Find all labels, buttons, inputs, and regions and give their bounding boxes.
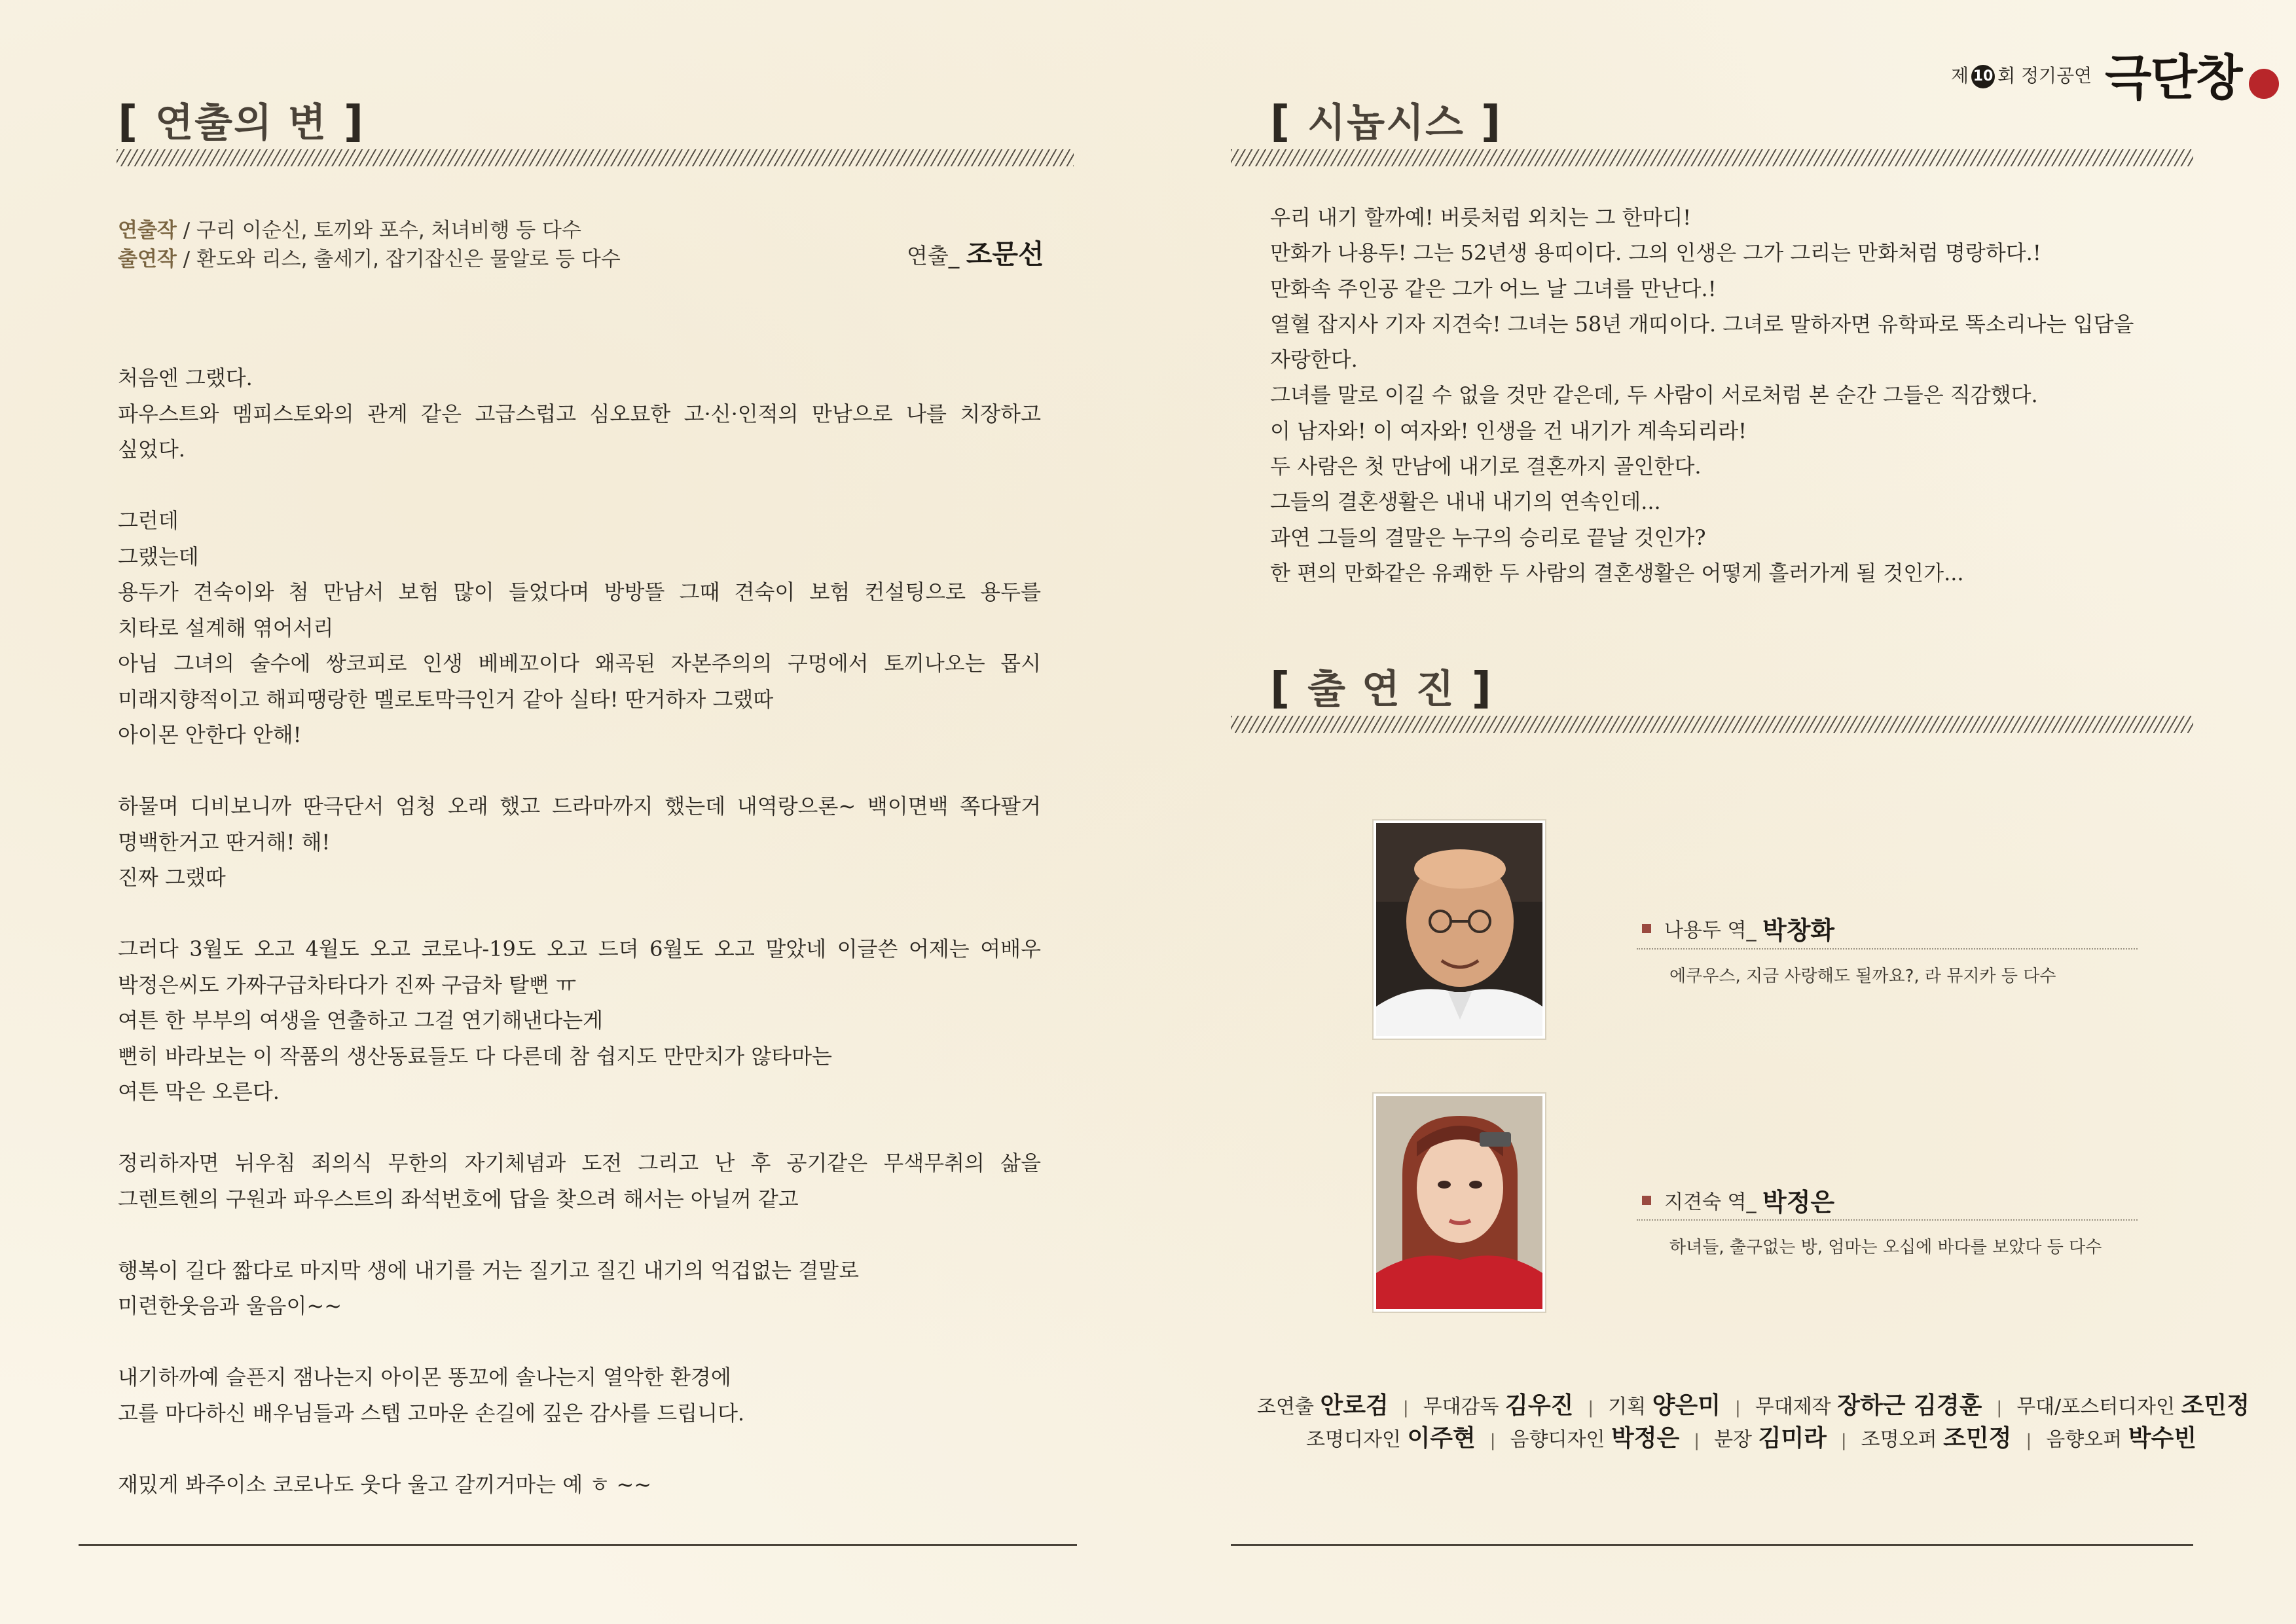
- staff-separator: |: [1402, 1398, 1409, 1418]
- staff-name: 박수빈: [2128, 1425, 2197, 1452]
- staff-separator: |: [1588, 1398, 1594, 1418]
- note-line: 행복이 길다 짧다로 마지막 생에 내기를 거는 질기고 질긴 내기의 억겁없는 결말로: [118, 1257, 859, 1283]
- section-title-directors-note: [ 연출의 변 ]: [118, 96, 365, 147]
- act-works: / 환도와 리스, 출세기, 잡기잡신은 물알로 등 다수: [176, 248, 621, 271]
- note-line: 파우스트와 멤피스토와의 관계 같은 고급스럽고 심오묘한 고·신·인적의 만남으로 나를 치장하고: [118, 401, 1041, 426]
- staff-name: 김우진: [1505, 1392, 1574, 1419]
- note-line: 진짜 그랬따: [118, 865, 226, 890]
- synopsis-title: 시놉시스: [1307, 100, 1465, 146]
- note-line: 뻔히 바라보는 이 작품의 생산동료들도 다 다른데 참 쉽지도 만만치가 않타마는: [118, 1043, 832, 1069]
- note-line: 재밌게 봐주이소 코로나도 웃다 울고 갈끼거마는 예 ㅎ ~~: [118, 1471, 652, 1497]
- staff-role: 기획: [1608, 1395, 1652, 1418]
- bullet-icon: [1642, 1196, 1651, 1205]
- note-paragraph: [118, 1145, 1041, 1217]
- note-paragraph: [118, 360, 1041, 468]
- issue-label: 제 10 회 정기공연: [1951, 62, 2092, 88]
- synopsis-line: 두 사람은 첫 만남에 내기로 결혼까지 골인한다.: [1270, 454, 1702, 479]
- staff-name: 조민정: [1943, 1425, 2012, 1452]
- synopsis-line: 한 편의 만화같은 유쾌한 두 사람의 결혼생활은 어떻게 흘러가게 될 것인가...: [1270, 560, 1964, 585]
- note-line: 아이몬 안한다 안해!: [118, 722, 302, 747]
- cast-role: 나용두 역_: [1664, 919, 1762, 942]
- synopsis-line: 자랑한다.: [1270, 347, 1358, 373]
- note-line: 용두가 견숙이와 첨 만남서 보험 많이 들었다며 방방뜰 그때 견숙이 보험 컨설팅으로 용두를: [118, 580, 1041, 604]
- note-line: 박정은씨도 가짜구급차타다가 진짜 구급차 탈뻔 ㅠ: [118, 972, 577, 997]
- cast-item-2: [1642, 1182, 1834, 1218]
- staff-role: 음향디자인: [1510, 1428, 1611, 1451]
- cast-actor: 박정은: [1762, 1188, 1835, 1217]
- synopsis-body: [1270, 200, 2134, 591]
- note-line: 미련한웃음과 울음이~~: [118, 1293, 342, 1318]
- cast-dotted-rule: [1637, 948, 2138, 950]
- director-credits: [118, 216, 621, 274]
- note-line: 그런데: [118, 508, 179, 533]
- note-paragraph: [118, 931, 1041, 1110]
- synopsis-line: 만화속 주인공 같은 그가 어느 날 그녀를 만난다.!: [1270, 276, 1717, 301]
- section-title-synopsis: [ 시놉시스 ]: [1270, 96, 1503, 147]
- issue-number: 10: [1971, 65, 1995, 88]
- portrait-woman-icon: [1376, 1096, 1542, 1309]
- staff-separator: |: [1996, 1398, 2003, 1418]
- staff-separator: |: [1489, 1431, 1496, 1450]
- synopsis-line: 우리 내기 할까예! 버릇처럼 외치는 그 한마디!: [1270, 205, 1692, 230]
- cast-role: 지견숙 역_: [1664, 1190, 1762, 1214]
- bullet-icon: [1642, 924, 1651, 933]
- note-paragraph: [118, 788, 1041, 896]
- synopsis-line: 과연 그들의 결말은 누구의 승리로 끝날 것인가?: [1270, 525, 1706, 550]
- staff-role: 무대감독: [1423, 1395, 1506, 1418]
- staff-role: 음향오퍼: [2046, 1428, 2128, 1451]
- staff-row-2: [1306, 1420, 2196, 1453]
- cast-works: 에쿠우스, 지금 사랑해도 될까요?, 라 뮤지카 등 다수: [1669, 967, 2056, 986]
- staff-separator: |: [1840, 1431, 1847, 1450]
- note-paragraph: [118, 1467, 1041, 1503]
- portrait-man-icon: [1376, 823, 1542, 1036]
- note-line: 미래지향적이고 해피땡랑한 멜로토막극인거 같아 실타! 딴거하자 그랬따: [118, 686, 774, 712]
- staff-name: 이주현: [1407, 1425, 1476, 1452]
- note-line: 고를 마다하신 배우님들과 스텝 고마운 손길에 깊은 감사를 드립니다.: [118, 1400, 745, 1426]
- act-label: 출연작: [118, 248, 177, 271]
- staff-name: 조민정: [2181, 1392, 2250, 1419]
- note-line: 하물며 디비보니까 딴극단서 엄청 오래 했고 드라마까지 했는데 내역랑으론~ 백이면백 쪽다팔거: [118, 794, 1041, 819]
- staff-row-1: [1257, 1387, 2250, 1420]
- note-line: 싶었다.: [118, 437, 185, 462]
- synopsis-line: 그들의 결혼생활은 내내 내기의 연속인데...: [1270, 489, 1661, 515]
- cast-item-1: [1642, 910, 1834, 946]
- actor-photo-park-jeongeun: [1374, 1094, 1545, 1312]
- note-line: 여튼 막은 오른다.: [118, 1079, 280, 1104]
- cast-works: 하녀들, 출구없는 방, 엄마는 오십에 바다를 보았다 등 다수: [1669, 1238, 2102, 1257]
- troupe-logo: 극단창: [2105, 50, 2242, 106]
- directors-note-body: [118, 360, 1041, 1538]
- director-signature: [907, 232, 1044, 271]
- staff-role: 조명디자인: [1306, 1428, 1408, 1451]
- synopsis-line: 그녀를 말로 이길 수 없을 것만 같은데, 두 사람이 서로처럼 본 순간 그들은 직감했다.: [1270, 382, 2038, 408]
- hatch-divider: [1231, 149, 2193, 166]
- note-line: 정리하자면 뉘우침 죄의식 무한의 자기체념과 도전 그리고 난 후 공기같은 무색무취의 삶을: [118, 1151, 1041, 1175]
- staff-separator: |: [1694, 1431, 1700, 1450]
- cast-dotted-rule: [1637, 1219, 2138, 1221]
- synopsis-line: 이 남자와! 이 여자와! 인생을 건 내기가 계속되리라!: [1270, 418, 1747, 443]
- note-paragraph: [118, 503, 1041, 753]
- cast-actor: 박창화: [1762, 916, 1835, 945]
- staff-role: 무대/포스터디자인: [2016, 1395, 2181, 1418]
- staff-role: 조명오퍼: [1861, 1428, 1944, 1451]
- directors-note-title: 연출의 변: [155, 100, 327, 146]
- hatch-divider: [1231, 716, 2193, 733]
- synopsis-line: 열혈 잡지사 기자 지견숙! 그녀는 58년 개띠이다. 그녀로 말하자면 유학파로 똑소리나는 입담을: [1270, 311, 2134, 337]
- bottom-rule: [1231, 1544, 2193, 1546]
- director-name: 조문선: [966, 238, 1044, 270]
- staff-separator: |: [1734, 1398, 1741, 1418]
- note-paragraph: [118, 1359, 1041, 1431]
- note-line: 그러다 3월도 오고 4월도 오고 코로나-19도 오고 드뎌 6월도 오고 말았네 이글쓴 어제는 여배우: [118, 936, 1041, 961]
- section-title-cast: [ 출 연 진 ]: [1270, 663, 1493, 713]
- staff-name: 김미라: [1758, 1425, 1827, 1452]
- note-line: 그랬는데: [118, 544, 199, 569]
- staff-role: 무대제작: [1755, 1395, 1838, 1418]
- performance-header: [1951, 39, 2278, 111]
- left-page: [0, 0, 1146, 1624]
- direct-label: 연출작: [118, 219, 177, 242]
- red-seal-icon: [2249, 69, 2279, 99]
- bottom-rule: [79, 1544, 1077, 1546]
- staff-role: 분장: [1714, 1428, 1758, 1451]
- staff-name: 안로검: [1320, 1392, 1389, 1419]
- actor-photo-park-changhwa: [1374, 821, 1545, 1039]
- note-line: 치타로 설계해 엮어서리: [118, 615, 334, 640]
- staff-role: 조연출: [1257, 1395, 1321, 1418]
- note-line: 그렌트헨의 구원과 파우스트의 좌석번호에 답을 찾으려 해서는 아닐꺼 같고: [118, 1186, 799, 1211]
- note-line: 처음엔 그랬다.: [118, 365, 253, 390]
- note-line: 여튼 한 부부의 여생을 연출하고 그걸 연기해낸다는게: [118, 1008, 604, 1033]
- staff-name: 양은미: [1652, 1392, 1721, 1419]
- director-label: 연출_: [907, 243, 966, 268]
- staff-name: 박정은: [1611, 1425, 1680, 1452]
- cast-title: 출 연 진: [1307, 667, 1455, 712]
- direct-works: / 구리 이순신, 토끼와 포수, 처녀비행 등 다수: [176, 219, 581, 242]
- note-paragraph: [118, 1253, 1041, 1324]
- note-line: 명백한거고 딴거해! 해!: [118, 829, 331, 855]
- staff-name: 장하근 김경훈: [1837, 1392, 1982, 1419]
- right-page: [1146, 0, 2296, 1624]
- staff-separator: |: [2026, 1431, 2032, 1450]
- note-line: 내기하까예 슬픈지 잼나는지 아이몬 똥꼬에 솔나는지 열악한 환경에: [118, 1365, 731, 1390]
- synopsis-line: 만화가 나용두! 그는 52년생 용띠이다. 그의 인생은 그가 그리는 만화처럼 명랑하다.!: [1270, 240, 2041, 266]
- note-line: 아님 그녀의 술수에 쌍코피로 인생 베베꼬이다 왜곡된 자본주의의 구멍에서 토끼나오는 몹시: [118, 651, 1041, 676]
- hatch-divider: [117, 149, 1074, 166]
